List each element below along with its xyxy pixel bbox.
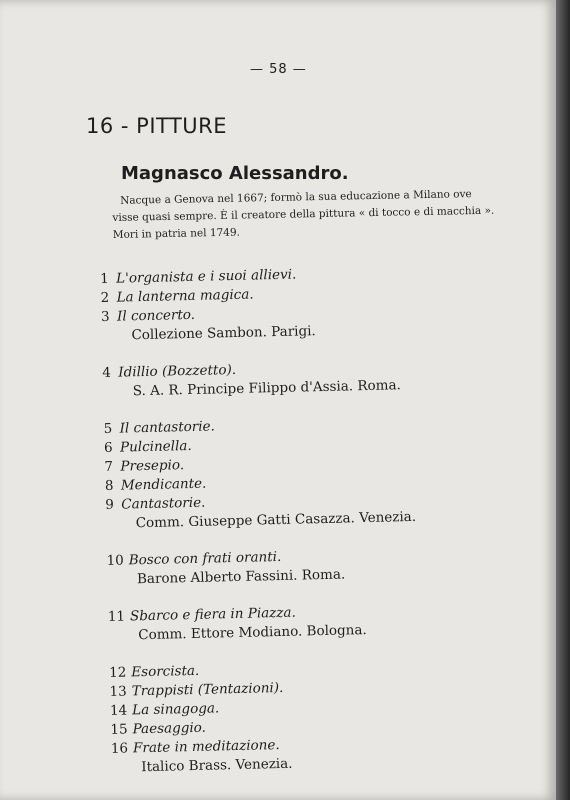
page-number: — 58 — [250, 62, 307, 77]
work-number: 11 [107, 608, 126, 625]
work-number: 4 [102, 364, 112, 381]
work-number: 12 [108, 664, 127, 681]
work-number: 7 [104, 458, 114, 475]
work-number: 3 [100, 308, 110, 325]
work-title: Frate in meditazione. [132, 737, 280, 757]
work-title: Il concerto. [116, 306, 196, 325]
work-title: La lanterna magica. [116, 286, 254, 306]
work-title: Mendicante. [120, 475, 207, 494]
works-list [100, 260, 551, 778]
work-title: Cantastorie. [121, 494, 206, 513]
work-number: 10 [106, 552, 124, 569]
work-owner: Comm. Ettore Modiano. Bologna. [138, 622, 367, 644]
work-number: 8 [104, 477, 114, 494]
work-number: 2 [100, 289, 110, 306]
artist-biography [112, 185, 508, 244]
work-owner: Italico Brass. Venezia. [141, 755, 293, 776]
artist-name: Magnasco Alessandro. [121, 163, 349, 184]
work-number: 14 [109, 702, 128, 719]
work-title: Sbarco e fiera in Piazza. [129, 604, 296, 625]
work-number: 9 [105, 496, 115, 513]
work-title: Bosco con frati oranti. [128, 548, 282, 569]
work-number: 6 [103, 439, 113, 456]
work-title: Idillio (Bozzetto). [118, 361, 237, 381]
work-owner: Comm. Giuseppe Gatti Casazza. Venezia. [135, 508, 417, 532]
binding-edge [556, 0, 570, 800]
work-title: Trappisti (Tentazioni). [131, 679, 284, 700]
work-number: 5 [103, 420, 113, 437]
work-title: Esorcista. [131, 662, 200, 681]
work-title: Presepio. [120, 457, 185, 475]
work-title: Pulcinella. [119, 437, 192, 456]
work-number: 16 [110, 740, 129, 757]
work-owner: Collezione Sambon. Parigi. [131, 323, 316, 344]
bio-line: Mori in patria nel 1749. [112, 226, 241, 241]
work-title: Paesaggio. [132, 719, 207, 738]
work-title: L'organista e i suoi allievi. [116, 266, 297, 287]
work-title: Il cantastorie. [119, 418, 216, 437]
section-heading: 16 - PITTURE [86, 114, 228, 138]
show-through-text [329, 89, 531, 156]
work-number: 15 [110, 721, 128, 738]
work-number: 1 [100, 270, 109, 287]
bio-line: Nacque a Genova nel 1667; formò la sua educazione a Milano ove [120, 188, 472, 207]
work-title: La sinagoga. [132, 700, 220, 719]
bio-line: visse quasi sempre. È il creatore della pittura « di tocco e di macchia ». [112, 204, 495, 224]
work-owner: S. A. R. Principe Filippo d'Assia. Roma. [132, 377, 402, 400]
work-owner: Barone Alberto Fassini. Roma. [136, 566, 346, 588]
work-number: 13 [109, 683, 127, 700]
